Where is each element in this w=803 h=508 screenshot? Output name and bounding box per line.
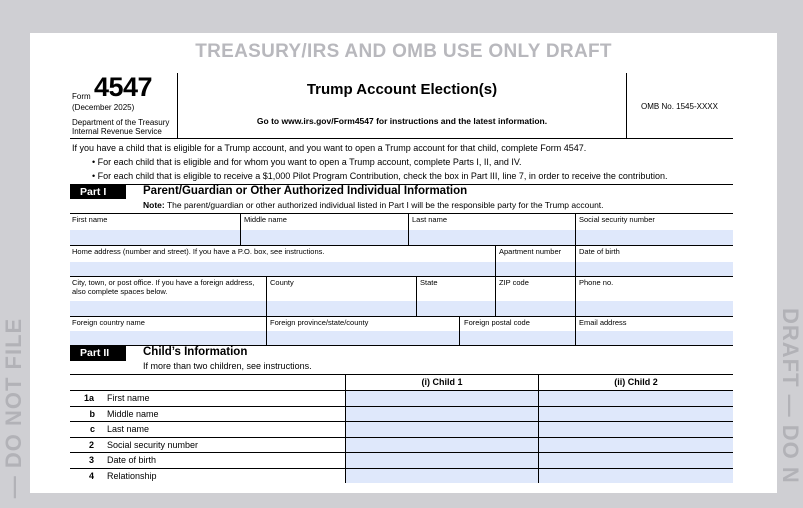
row-label: Last name [107,424,150,434]
city-cell [70,277,266,316]
first-name-input[interactable] [70,230,240,245]
part1-header [70,184,733,198]
col-child-2 [538,375,733,390]
row-label: Social security number [107,439,199,450]
phone-cell [575,277,733,316]
child-2-input[interactable] [538,438,733,453]
row-number: 3 [88,455,94,465]
county-cell [266,277,416,316]
intro-line: If you have a child that is eligible for a Trump account, and you want to open a Trump account for that child, complete Form 4547. [72,143,587,153]
row-label: First name [107,393,150,403]
part1-label: Part I [70,185,126,199]
row-number: b [89,408,95,419]
address-row [70,245,733,276]
child-info-row [70,468,733,484]
email-cell [575,317,733,345]
intro-bullet-2: • For each child that is eligible to receive a $1,000 Pilot Program Contribution, check the box in Part III, line 7, in order to receive the contribution. [92,171,668,181]
watermark-right: DRAFT — DO N [778,308,803,484]
dob-cell [575,246,733,276]
middle-name-label: Middle name [244,215,287,224]
foreign-province-input[interactable] [267,331,459,345]
part1-note [143,200,604,210]
foreign-province-label: Foreign province/state/county [270,318,369,327]
row-number: 2 [88,439,94,450]
row-number: 4 [88,470,94,481]
form-date: (December 2025) [72,103,135,112]
child-1-input[interactable] [345,407,538,422]
ssn-label: Social security number [579,215,655,224]
ssn-input[interactable] [576,230,733,245]
email-input[interactable] [576,331,733,345]
email-label: Email address [579,318,627,327]
child-2-input[interactable] [538,453,733,468]
dob-input[interactable] [576,262,733,276]
child-info-row [70,437,733,453]
name-row [70,213,733,245]
foreign-row [70,316,733,346]
omb-box [626,73,733,139]
form-id-box [70,73,178,139]
middle-name-input[interactable] [241,230,408,245]
omb-number: OMB No. 1545-XXXX [641,102,718,111]
foreign-postal-input[interactable] [460,331,575,345]
last-name-input[interactable] [409,230,575,245]
child-info-row [70,452,733,468]
child-1-input[interactable] [345,422,538,437]
row-number: 1a [83,393,94,403]
dept-line-1: Department of the Treasury [72,118,170,127]
state-label: State [420,278,438,287]
form-header [70,73,733,139]
child-info-row [70,406,733,422]
city-row [70,276,733,316]
child-1-input[interactable] [345,469,538,484]
intro-text [72,141,667,183]
child-info-row [70,421,733,437]
county-label: County [270,278,294,287]
note-text: The parent/guardian or other authorized individual listed in Part I will be the responsible party for the Trump account. [164,200,604,210]
row-number: c [89,424,95,434]
first-name-label: First name [72,215,108,224]
foreign-postal-label: Foreign postal code [464,318,530,327]
instructions-link[interactable]: Go to www.irs.gov/Form4547 for instructions and the latest information. [256,116,548,126]
foreign-province-cell [266,317,459,345]
child-2-input[interactable] [538,422,733,437]
zip-cell [495,277,575,316]
city-input[interactable] [70,301,266,316]
form-title: Trump Account Election(s) [306,81,498,98]
state-input[interactable] [417,301,495,316]
col-child-1 [345,375,538,390]
row-label: Middle name [107,408,159,419]
last-name-label: Last name [412,215,448,224]
child-2-input[interactable] [538,391,733,406]
watermark-left: — DO NOT FILE [1,317,26,499]
part1-grid [70,213,733,345]
state-cell [416,277,495,316]
form-number: 4547 [94,72,153,102]
county-input[interactable] [267,301,416,316]
last-name-cell [408,214,575,245]
part1-title: Parent/Guardian or Other Authorized Individual Information [143,185,468,197]
apt-input[interactable] [496,262,575,276]
phone-input[interactable] [576,301,733,316]
note-label: Note: [143,200,165,210]
row-label: Date of birth [107,455,157,465]
home-address-label: Home address (number and street). If you have a P.O. box, see instructions. [72,247,325,256]
col-child-1-label: (i) Child 1 [421,377,463,387]
part2-table [70,374,733,486]
middle-name-cell [240,214,408,245]
part2-subtitle: If more than two children, see instructions. [143,361,312,371]
row-label: Relationship [107,470,157,481]
child-2-input[interactable] [538,469,733,484]
apt-cell [495,246,575,276]
child-1-input[interactable] [345,391,538,406]
intro-bullet-1: • For each child that is eligible and for whom you want to open a Trump account, complete Parts I, II, and IV. [92,157,522,167]
city-label: City, town, or post office. If you have a foreign address, also complete spaces below. [72,278,255,296]
part2-header [70,345,733,360]
child-2-input[interactable] [538,407,733,422]
part2-title: Child’s Information [143,346,248,358]
home-address-cell [70,246,495,276]
dob-label: Date of birth [579,247,620,256]
part2-label: Part II [70,346,126,361]
zip-label: ZIP code [499,278,529,287]
foreign-country-cell [70,317,266,345]
foreign-postal-cell [459,317,575,345]
foreign-country-input[interactable] [70,331,266,345]
child-1-input[interactable] [345,438,538,453]
foreign-country-label: Foreign country name [72,318,145,327]
ssn-cell [575,214,733,245]
draft-banner: TREASURY/IRS AND OMB USE ONLY DRAFT [195,41,612,62]
home-address-input[interactable] [70,262,495,276]
first-name-cell [70,214,240,245]
part2-col-header [70,374,733,390]
form-word: Form [72,92,91,101]
apt-label: Apartment number [499,247,562,256]
child-info-row [70,390,733,406]
child-1-input[interactable] [345,453,538,468]
phone-label: Phone no. [579,278,614,287]
zip-input[interactable] [496,301,575,316]
col-child-2-label: (ii) Child 2 [614,377,658,387]
dept-line-2: Internal Revenue Service [72,127,162,136]
